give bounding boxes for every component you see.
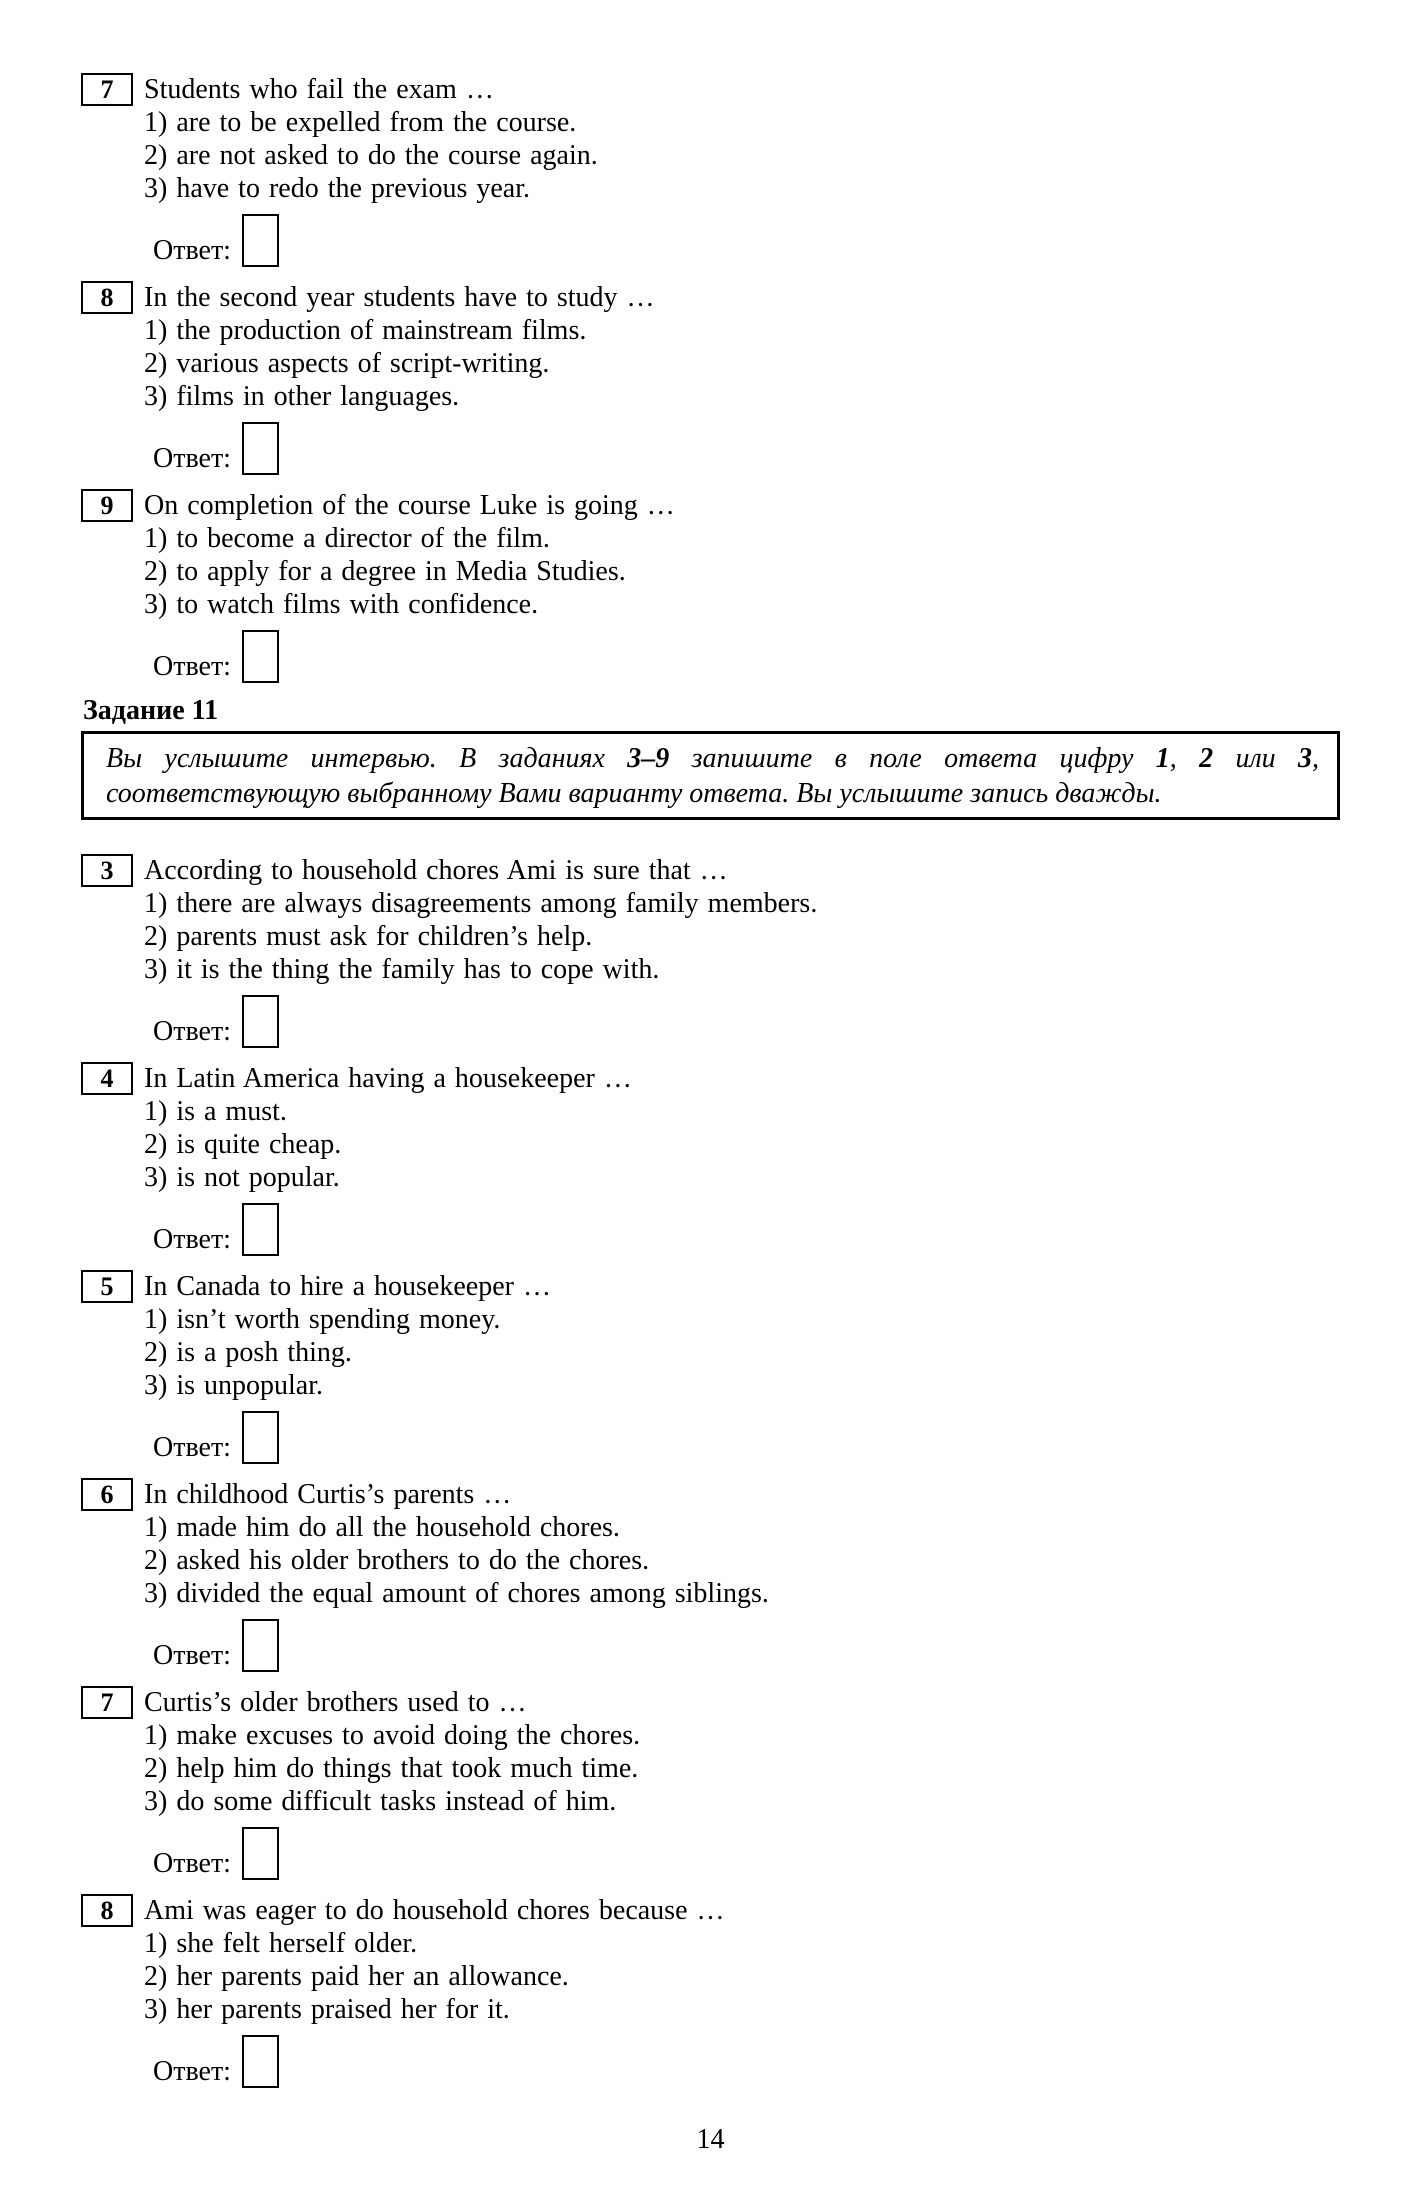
option: 3) her parents praised her for it. <box>144 1994 510 2025</box>
option: 1) made him do all the household chores. <box>144 1512 620 1543</box>
answer-input-box[interactable] <box>242 995 279 1048</box>
answer-label: Ответ: <box>153 1640 231 1671</box>
option: 3) films in other languages. <box>144 381 460 412</box>
question-number: 8 <box>100 282 114 312</box>
option: 1) there are always disagreements among family members. <box>144 888 818 919</box>
options-list <box>144 1511 1340 1610</box>
options-list <box>144 106 1340 205</box>
question-block <box>81 1062 1340 1256</box>
answer-input-box[interactable] <box>242 1619 279 1672</box>
question-stem: In Latin America having a housekeeper … <box>144 1063 632 1094</box>
question-number: 6 <box>100 1479 114 1509</box>
question-number-box <box>81 73 133 106</box>
answer-input-box[interactable] <box>242 1411 279 1464</box>
option: 2) parents must ask for children’s help. <box>144 921 593 952</box>
question-number: 3 <box>100 855 114 885</box>
options-list <box>144 1303 1340 1402</box>
option: 2) various aspects of script-writing. <box>144 348 550 379</box>
question-number: 5 <box>100 1271 114 1301</box>
answer-row <box>153 214 1340 267</box>
question-stem: Ami was eager to do household chores because … <box>144 1895 725 1926</box>
options-list <box>144 1095 1340 1194</box>
question-number: 4 <box>100 1063 114 1093</box>
answer-row <box>153 630 1340 683</box>
answer-input-box[interactable] <box>242 1203 279 1256</box>
answer-label: Ответ: <box>153 1016 231 1047</box>
option: 1) to become a director of the film. <box>144 523 550 554</box>
instruction-text-line1: Вы услышите интервью. В заданиях 3–9 запишите в поле ответа цифру 1, 2 или 3, <box>106 743 1319 774</box>
option: 1) isn’t worth spending money. <box>144 1304 501 1335</box>
question-stem: On completion of the course Luke is going … <box>144 490 675 521</box>
task-heading: Задание 11 <box>83 695 219 726</box>
answer-row <box>153 995 1340 1048</box>
answer-input-box[interactable] <box>242 630 279 683</box>
instruction-box <box>81 731 1340 820</box>
options-list <box>144 522 1340 621</box>
answer-row <box>153 422 1340 475</box>
question-number-box <box>81 1270 133 1303</box>
answer-input-box[interactable] <box>242 2035 279 2088</box>
question-number-box <box>81 1478 133 1511</box>
option: 3) to watch films with confidence. <box>144 589 539 620</box>
answer-label: Ответ: <box>153 2056 231 2087</box>
option: 2) are not asked to do the course again. <box>144 140 598 171</box>
question-block <box>81 1478 1340 1672</box>
question-stem: Students who fail the exam … <box>144 74 494 105</box>
answer-row <box>153 1411 1340 1464</box>
question-block <box>81 1270 1340 1464</box>
option: 1) is a must. <box>144 1096 287 1127</box>
question-number: 7 <box>100 1687 114 1717</box>
option: 2) is a posh thing. <box>144 1337 352 1368</box>
question-stem: According to household chores Ami is sure that … <box>144 855 728 886</box>
question-number: 7 <box>100 74 114 104</box>
option: 1) the production of mainstream films. <box>144 315 587 346</box>
answer-label: Ответ: <box>153 1848 231 1879</box>
option: 3) is not popular. <box>144 1162 340 1193</box>
option: 3) it is the thing the family has to cope with. <box>144 954 660 985</box>
question-stem: In Canada to hire a housekeeper … <box>144 1271 551 1302</box>
question-block <box>81 1894 1340 2088</box>
question-block <box>81 854 1340 1048</box>
answer-input-box[interactable] <box>242 1827 279 1880</box>
option: 2) asked his older brothers to do the chores. <box>144 1545 650 1576</box>
answer-input-box[interactable] <box>242 214 279 267</box>
options-list <box>144 314 1340 413</box>
question-block <box>81 489 1340 683</box>
option: 2) help him do things that took much time. <box>144 1753 639 1784</box>
answer-row <box>153 1827 1340 1880</box>
question-stem: In childhood Curtis’s parents … <box>144 1479 512 1510</box>
question-number: 8 <box>100 1895 114 1925</box>
question-number: 9 <box>100 490 114 520</box>
option: 3) is unpopular. <box>144 1370 323 1401</box>
question-number-box <box>81 489 133 522</box>
question-number-box <box>81 1062 133 1095</box>
instruction-text-line2: соответствующую выбранному Вами варианту ответа. Вы услышите запись дважды. <box>106 778 1162 809</box>
question-block <box>81 281 1340 475</box>
question-block <box>81 73 1340 267</box>
answer-label: Ответ: <box>153 1432 231 1463</box>
option: 2) is quite cheap. <box>144 1129 342 1160</box>
question-number-box <box>81 1686 133 1719</box>
answer-row <box>153 1619 1340 1672</box>
answer-row <box>153 1203 1340 1256</box>
page-number: 14 <box>696 2124 725 2155</box>
option: 1) she felt herself older. <box>144 1928 418 1959</box>
option: 1) are to be expelled from the course. <box>144 107 577 138</box>
question-number-box <box>81 854 133 887</box>
question-block <box>81 1686 1340 1880</box>
options-list <box>144 887 1340 986</box>
question-number-box <box>81 281 133 314</box>
answer-label: Ответ: <box>153 235 231 266</box>
answer-label: Ответ: <box>153 1224 231 1255</box>
question-stem: In the second year students have to study … <box>144 282 655 313</box>
option: 3) have to redo the previous year. <box>144 173 530 204</box>
task11-questions <box>81 854 1340 2088</box>
option: 1) make excuses to avoid doing the chores. <box>144 1720 641 1751</box>
option: 3) do some difficult tasks instead of him. <box>144 1786 617 1817</box>
option: 3) divided the equal amount of chores among siblings. <box>144 1578 769 1609</box>
option: 2) her parents paid her an allowance. <box>144 1961 569 1992</box>
options-list <box>144 1927 1340 2026</box>
answer-label: Ответ: <box>153 651 231 682</box>
answer-row <box>153 2035 1340 2088</box>
answer-label: Ответ: <box>153 443 231 474</box>
option: 2) to apply for a degree in Media Studies. <box>144 556 626 587</box>
answer-input-box[interactable] <box>242 422 279 475</box>
options-list <box>144 1719 1340 1818</box>
question-stem: Curtis’s older brothers used to … <box>144 1687 527 1718</box>
question-number-box <box>81 1894 133 1927</box>
